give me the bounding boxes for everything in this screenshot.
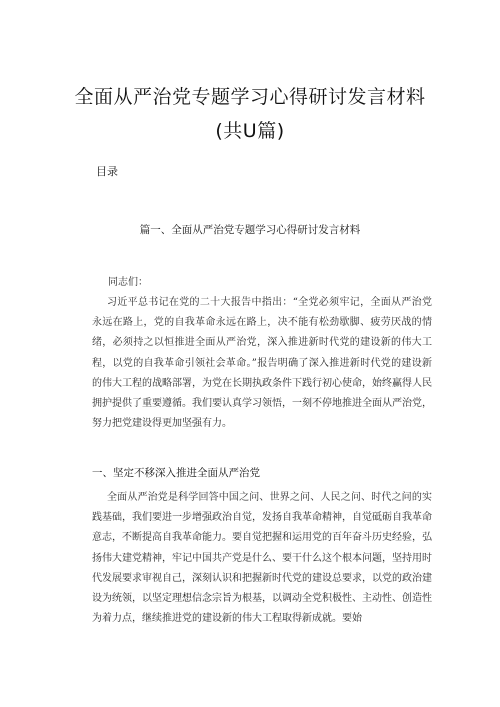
section-title: 篇一、全面从严治党专题学习心得研讨发言材料 bbox=[139, 224, 361, 236]
document-subtitle: (共U篇) bbox=[215, 120, 285, 142]
salutation: 同志们： bbox=[108, 277, 148, 288]
toc-label: 目录 bbox=[96, 165, 118, 178]
paragraph-1: 习近平总书记在党的二十大报告中指出：“全党必须牢记，全面从严治党永远在路上，党的自我革命永远在路上，决不能有松劲歇脚、疲劳厌战的情绪，必须持之以恒推进全面从严治党，深入推进新时代党的建设新的伟大工程，以党的自我革命引领社会革命。”报告明确了深入推进新时代党的建设新的伟大工程的战略部署，为党在长期执政条件下践行初心使命，始终赢得人民拥护提供了重要遵循。我们要认真学习领悟，一刻不停地推进全面从严治党，努力把党建设得更加坚强有力。 bbox=[92, 297, 432, 430]
heading-1: 一、坚定不移深入推进全面从严治党 bbox=[92, 467, 260, 479]
document-title: 全面从严治党专题学习心得研讨发言材料 bbox=[74, 86, 426, 108]
paragraph-2: 全面从严治党是科学回答中国之问、世界之问、人民之问、时代之问的实践基础，我们要进一步增强政治自觉，发扬自我革命精神，自觉砥砺自我革命意志，不断提高自我革命能力。要自觉把握和运用党的百年奋斗历史经验，弘扬伟大建党精神，牢记中国共产党是什么、要干什么这个根本问题，坚持用时代发展要求审视自己，深刻认识和把握新时代党的建设总要求，以党的政治建设为统领，以坚定理想信念宗旨为根基，以调动全党积极性、主动性、创造性为着力点，继续推进党的建设新的伟大工程取得新成就。要始 bbox=[92, 492, 432, 625]
